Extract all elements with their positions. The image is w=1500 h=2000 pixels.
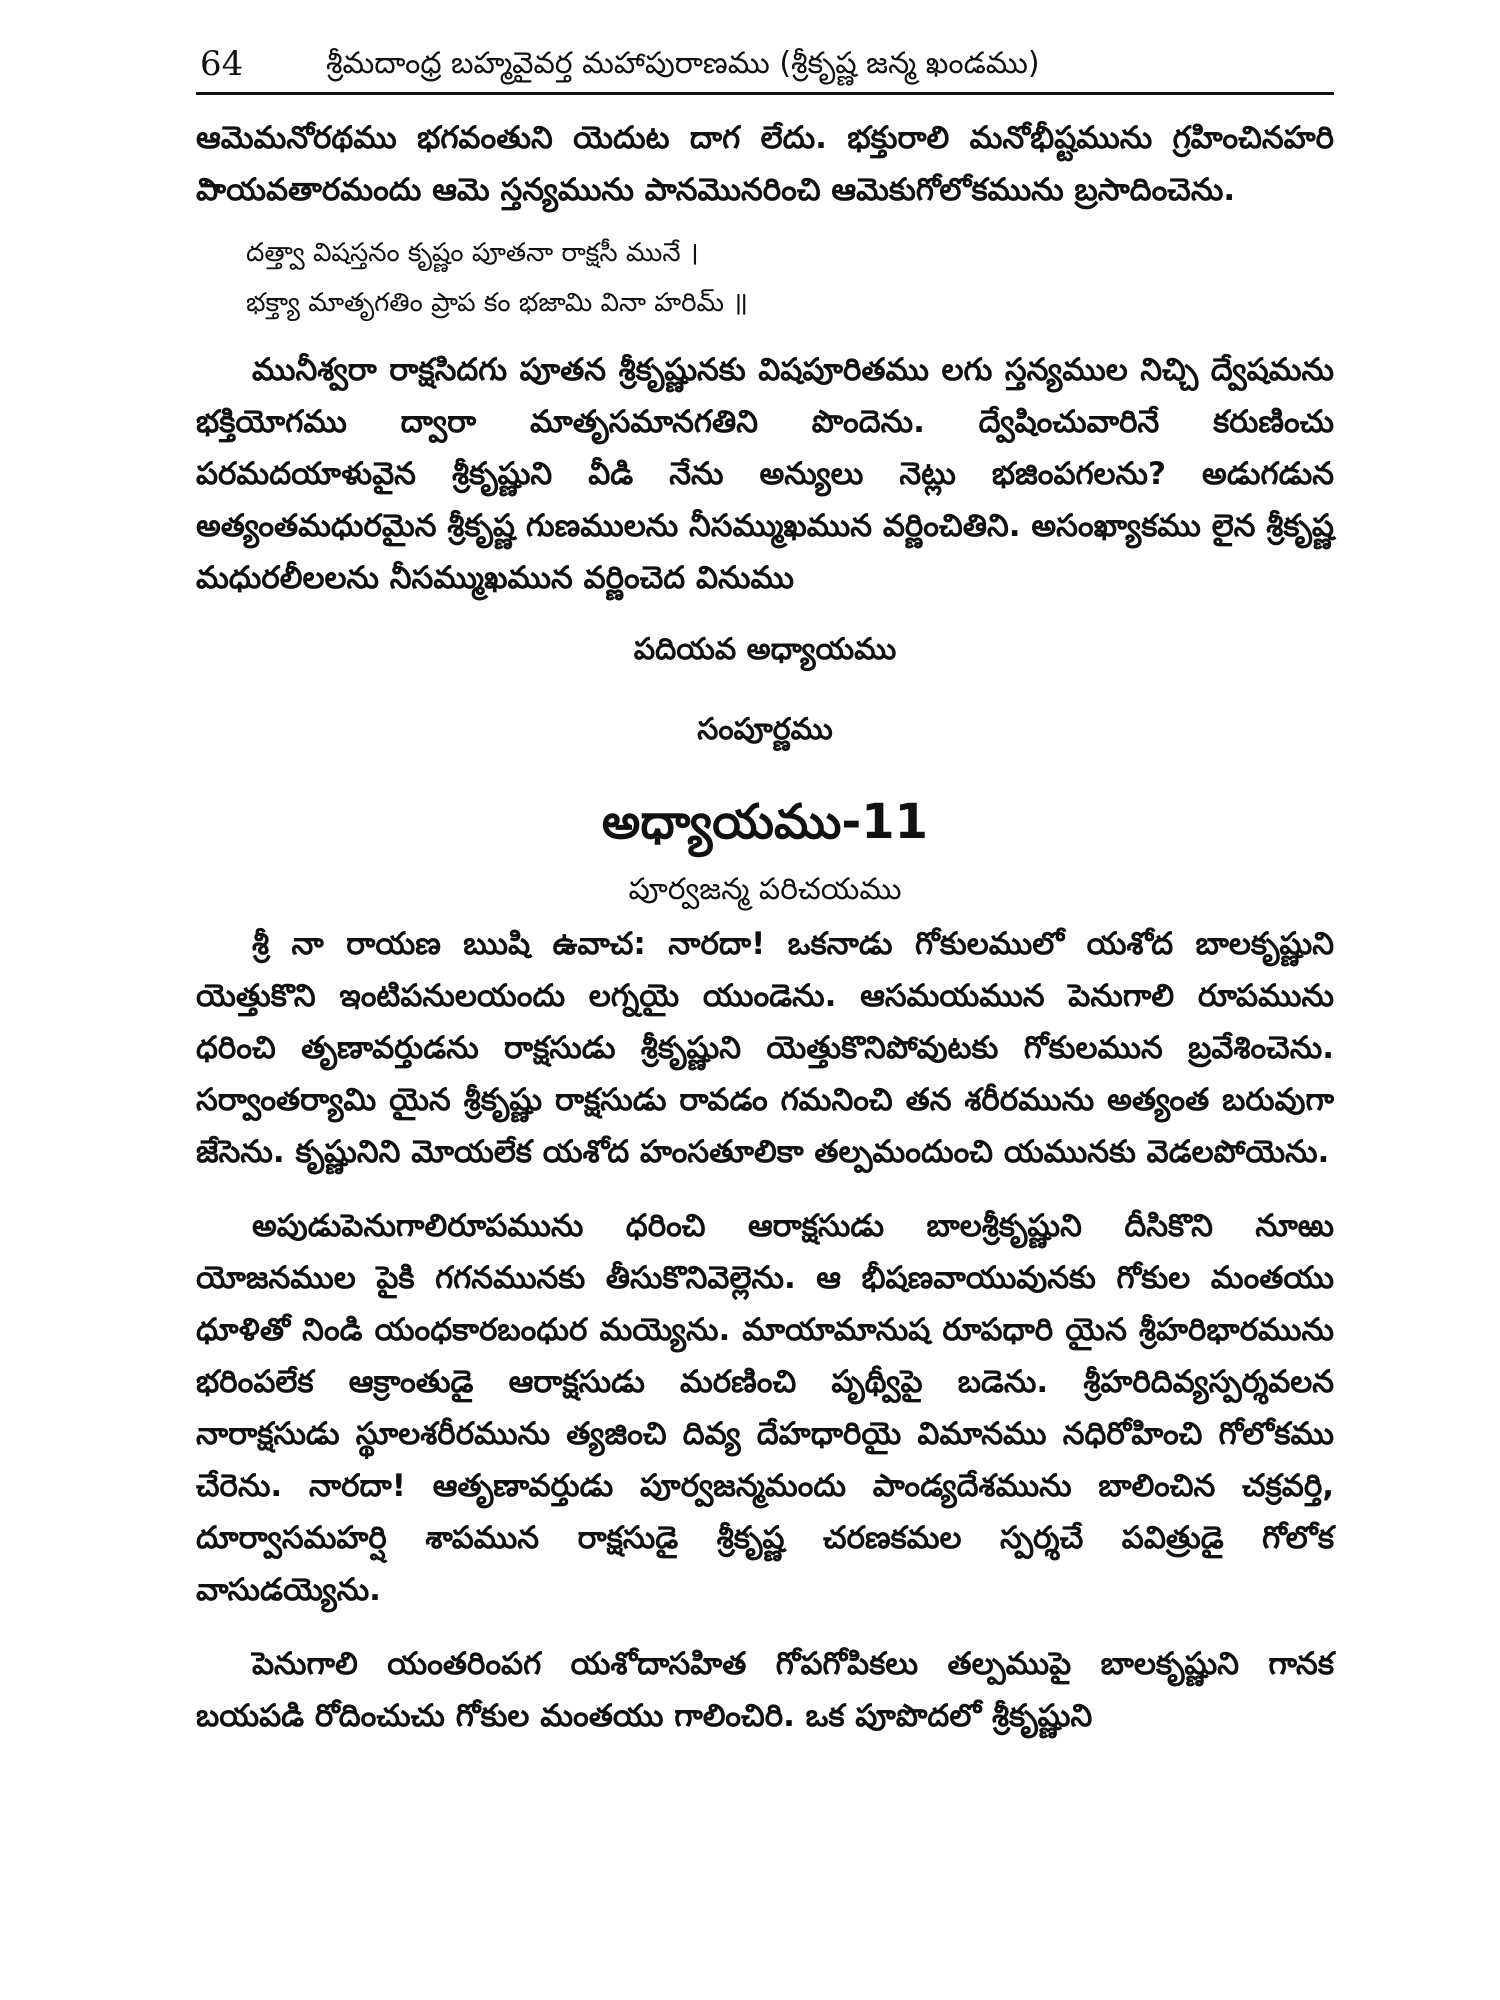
page-number: 64	[200, 44, 244, 84]
chapter-end-line-1: పదియవ అధ్యాయము	[633, 632, 897, 667]
sanskrit-verse	[246, 228, 1334, 328]
paragraph-1: శ్రీ నా రాయణ ఋషి ఉవాచ: నారదా! ఒకనాడు గోకులములో యశోద బాలకృష్ణుని యెత్తుకొని ఇంటిపనులయందు లగ్నయై యుండెను. ఆసమయమున పెనుగాలి రూపమును ధరించి తృణావర్తుడను రాక్షసుడు శ్రీకృష్ణుని యెత్తుకొనిపోవుటకు గోకులమున బ్రవేశించెను. సర్వాంతర్యామి యైన శ్రీకృష్ణు రాక్షసుడు రావడం గమనించి తన శరీరమును అత్యంత బరువుగా జేసెను. కృష్ణునిని మోయలేక యశోద హంసతూలికా తల్పమందుంచి యమునకు వెడలపోయెను.	[196, 926, 1334, 1170]
page-header	[196, 40, 1334, 95]
verse-line-1: దత్త్వా విషస్తనం కృష్ణం పూతనా రాక్షసీ మునే ।	[246, 238, 699, 268]
running-title: శ్రీమదాంధ్ర బహ్మవైవర్త మహాపురాణము (శ్రీకృష్ణ జన్మ ఖండము)	[326, 46, 1040, 81]
verse-commentary: మునీశ్వరా రాక్షసిదగు పూతన శ్రీకృష్ణునకు విషపూరితము లగు స్తన్యముల నిచ్చి ద్వేషమను భక్తియోగము ద్వారా మాతృసమానగతిని పొందెను. ద్వేషించువారినే కరుణించు పరమదయాళువైన శ్రీకృష్ణుని వీడి నేను అన్యులు నెట్లు భజింపగలను? అడుగడున అత్యంతమధురమైన శ్రీకృష్ణ గుణములను నీసమ్ముఖమున వర్ణించితిని. అసంఖ్యాకము లైన శ్రీకృష్ణ మధురలీలలను నీసమ్ముఖమున వర్ణించెద వినుము	[196, 352, 1334, 596]
opening-paragraph: ఆమెమనోరథము భగవంతుని యెదుట దాగ లేదు. భక్తురాలి మనోభీష్టమును గ్రహించినహరి విాయవతారమందు ఆమె స్తన్యమును పానమొనరించి ఆమెకుగోలోకమును బ్రసాదించెను.	[196, 120, 1334, 208]
chapter-subtitle: పూర్వజన్మ పరిచయము	[628, 872, 902, 907]
verse-line-2: భక్త్యా మాతృగతిం ప్రాప కం భజామి వినా హరిమ్ ॥	[246, 288, 748, 318]
paragraph-3: పెనుగాలి యంతరింపగ యశోదాసహిత గోపగోపికలు తల్పముపై బాలకృష్ణుని గానక బయపడి రోదించుచు గోకుల మంతయు గాలించిరి. ఒక పూపొదలో శ్రీకృష్ణుని	[196, 1646, 1334, 1734]
page-content	[196, 112, 1334, 1742]
chapter-end-line-2: సంపూర్ణము	[697, 712, 833, 747]
chapter-title: అధ్యాయము-11	[601, 794, 929, 850]
paragraph-2: అపుడుపెనుగాలిరూపమును ధరించి ఆరాక్షసుడు బాలశ్రీకృష్ణుని దీసికొని నూఱు యోజనముల పైకి గగనమునకు తీసుకొనివెల్లెను. ఆ భీషణవాయువునకు గోకుల మంతయు ధూళితో నిండి యంధకారబంధుర మయ్యెను. మాయామానుష రూపధారి యైన శ్రీహరిభారమును భరింపలేక ఆక్రాంతుడై ఆరాక్షసుడు మరణించి పృథ్వీపై బడెను. శ్రీహరిదివ్యస్పర్శవలన నారాక్షసుడు స్థూలశరీరమును త్యజించి దివ్య దేహధారియై విమానము నధిరోహించి గోలోకము చేరెను. నారదా! ఆతృణావర్తుడు పూర్వజన్మమందు పాండ్యదేశమును బాలించిన చక్రవర్తి, దూర్వాసమహర్షి శాపమున రాక్షసుడై శ్రీకృష్ణ చరణకమల స్పర్శచే పవిత్రుడై గోలోక వాసుడయ్యెను.	[196, 1208, 1334, 1608]
